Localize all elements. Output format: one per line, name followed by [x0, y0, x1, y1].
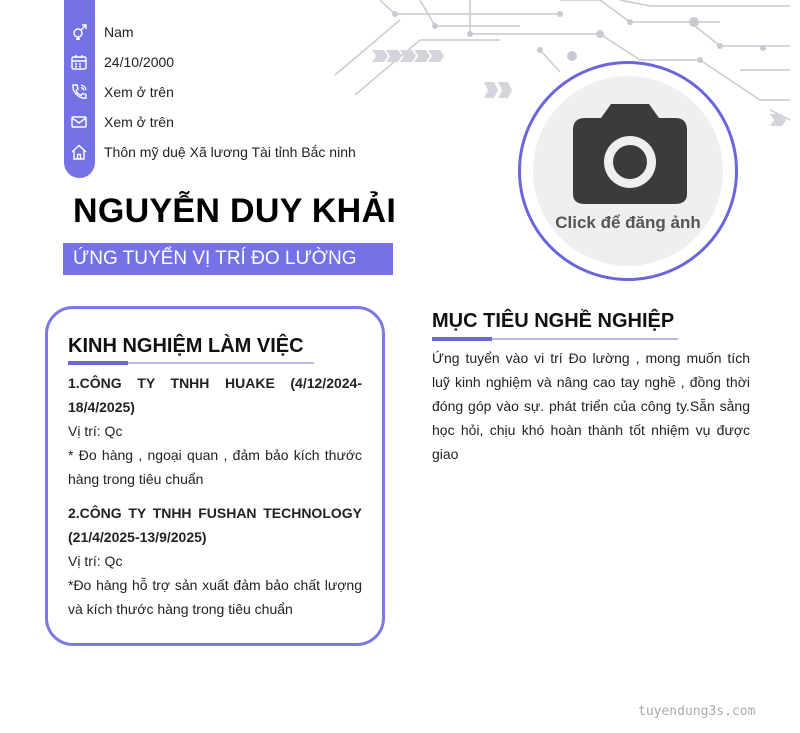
photo-upload-label[interactable]: Click để đăng ảnh [555, 213, 701, 232]
experience-title-underline [68, 362, 314, 364]
gender-icon [68, 21, 90, 43]
experience-title: KINH NGHIỆM LÀM VIỆC [68, 335, 304, 357]
info-birthday [68, 51, 175, 73]
job-2-company: 2.CÔNG TY TNHH FUSHAN TECHNOLOGY (21/4/2025-13/9/2025) [68, 505, 362, 545]
email-text: Xem ở trên [104, 114, 174, 130]
gender-text: Nam [104, 24, 134, 40]
job-1-role: Vị trí: Qc [68, 423, 123, 439]
experience-section [45, 306, 385, 646]
goal-title: MỤC TIÊU NGHỀ NGHIỆP [432, 310, 675, 332]
address-text: Thôn mỹ duệ Xã lương Tài tỉnh Bắc ninh [104, 144, 356, 160]
camera-icon [571, 102, 689, 206]
photo-upload[interactable] [518, 61, 738, 281]
candidate-name: NGUYỄN DUY KHẢI [73, 192, 397, 230]
phone-text: Xem ở trên [104, 84, 174, 100]
info-gender [68, 21, 134, 43]
goal-title-underline [432, 338, 678, 340]
goal-text: Ứng tuyển vào vi trí Đo lường , mong muốn tích luỹ kinh nghiệm và nâng cao tay nghề , đồng thời đóng góp vào sự. phát triển của công ty.Sẵn sằng học hỏi, chịu khó hoàn thành tốt nhiệm vụ được giao [432, 350, 750, 462]
info-address [68, 141, 356, 163]
photo-placeholder[interactable] [533, 76, 723, 266]
position-banner: ỨNG TUYỂN VỊ TRÍ ĐO LƯỜNG [63, 243, 393, 275]
info-email [68, 111, 174, 133]
watermark: tuyendung3s.com [638, 704, 756, 719]
job-2-desc: *Đo hàng hỗ trợ sản xuất đảm bảo chất lượng và kích thước hàng trong tiêu chuẩn [68, 577, 362, 617]
home-icon [68, 141, 90, 163]
job-1 [68, 371, 362, 491]
phone-icon [68, 81, 90, 103]
job-2-role: Vị trí: Qc [68, 553, 123, 569]
job-1-company: 1.CÔNG TY TNHH HUAKE (4/12/2024-18/4/2025) [68, 375, 362, 415]
info-phone [68, 81, 174, 103]
mail-icon [68, 111, 90, 133]
birthday-text: 24/10/2000 [104, 54, 175, 70]
calendar-icon [68, 51, 90, 73]
job-2 [68, 501, 362, 621]
job-1-desc: * Đo hàng , ngoại quan , đảm bảo kích thước hàng trong tiêu chuẩn [68, 447, 362, 487]
